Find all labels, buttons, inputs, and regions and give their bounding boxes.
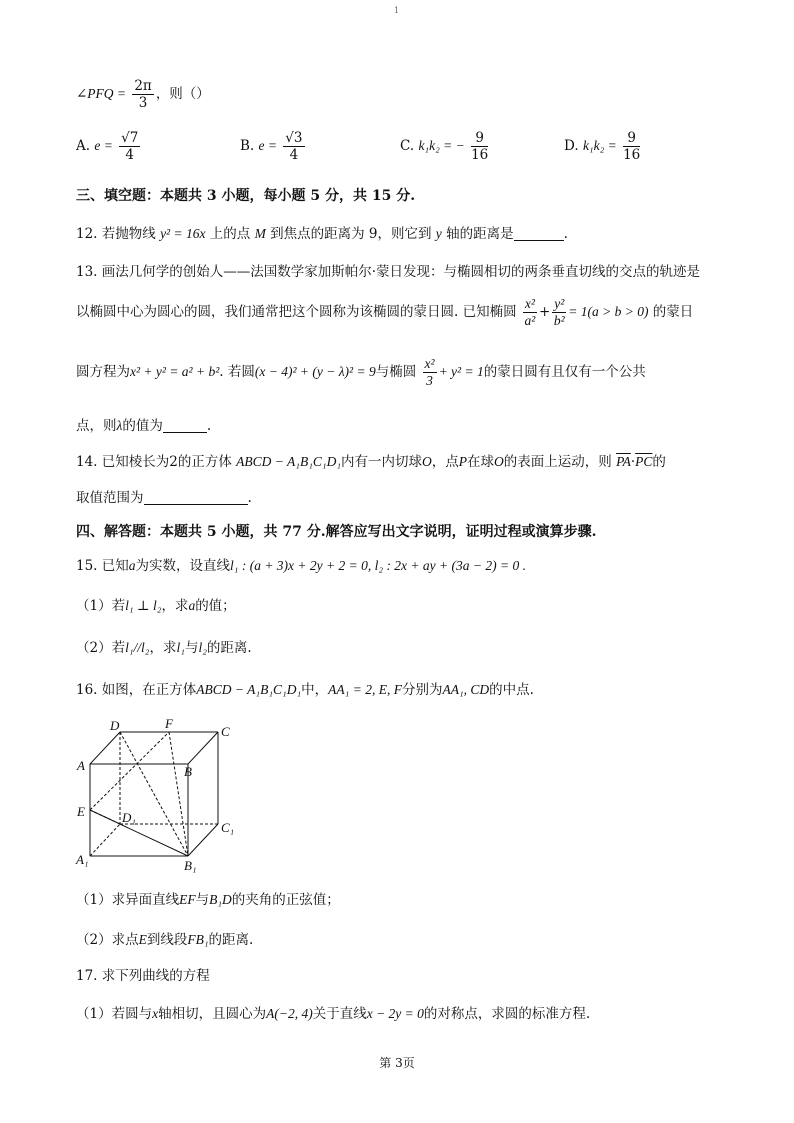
q15-part2: （2）若l₁//l₂，求l₁与l₂的距离. — [76, 640, 252, 656]
q12-answer-blank — [514, 226, 564, 241]
label-e: E — [77, 804, 85, 819]
page-footer: 第 3页 — [379, 1056, 415, 1070]
label-d1: D₁ — [122, 810, 136, 825]
q13-answer-blank — [163, 418, 207, 433]
option-b: B. e = $\frac{√3}{4}$ — [240, 130, 303, 163]
label-a1: A₁ — [76, 852, 89, 867]
edge-b1-c1 — [188, 824, 218, 856]
q15-part1: （1）若l₁ ⊥ l₂，求a的值； — [76, 598, 236, 614]
q16-part1: （1）求异面直线EF与B₁D的夹角的正弦值； — [76, 892, 340, 908]
q13-line4: 点，则λ的值为 . — [76, 418, 212, 434]
label-d: D — [110, 718, 120, 733]
header-mark: 1 — [394, 6, 400, 15]
q14-line2: 取值范围为 . — [76, 490, 252, 506]
edge-b-c — [188, 732, 218, 764]
label-a: A — [77, 758, 85, 773]
label-c1: C₁ — [221, 820, 235, 835]
option-d: D. k₁k₂ = $\frac{9}{16}$ — [564, 130, 641, 163]
label-b: B — [184, 764, 192, 779]
section3-title: 三、填空题：本题共 3 小题，每小题 5 分，共 15 分. — [76, 188, 416, 204]
label-b1: B₁ — [184, 858, 197, 873]
q13-line3: 圆方程为x² + y² = a² + b². 若圆(x − 4)² + (y − λ)² = 9与椭圆 $\frac{\text{x²}}{3}$ + y² = 1的蒙日圆有且仅有一个公共 — [76, 356, 646, 388]
q13-line1: 13. 画法几何学的创始人——法国数学家加斯帕尔·蒙日发现：与椭圆相切的两条垂直切线的交点的轨迹是 — [76, 264, 701, 280]
q16-stem: 16. 如图，在正方体ABCD − A₁B₁C₁D₁中，AA₁ = 2, E, F分别为AA₁, CD的中点. — [76, 682, 534, 698]
q13-line2: 以椭圆中心为圆心的圆，我们通常把这个圆称为该椭圆的蒙日圆. 已知椭圆 $\frac{\text{x²}}{\text{a²}}$ + $\frac{\text{y²}}{\text{b²}}$ = 1(a > b > 0) 的蒙日 — [76, 296, 694, 328]
q17-title: 17. 求下列曲线的方程 — [76, 968, 210, 984]
option-c: C. k₁k₂ = − $\frac{9}{16}$ — [400, 130, 489, 163]
q14-answer-blank — [144, 490, 248, 505]
q11-angle: ∠PFQ = — [76, 86, 127, 101]
q11-frac: $\frac{2\pi}{3}$ — [134, 78, 152, 111]
edge-a-d — [90, 732, 120, 764]
q16-part2: （2）求点E到线段FB₁的距离. — [76, 932, 254, 948]
q17-part1: （1）若圆与x轴相切，且圆心为A(−2, 4)关于直线x − 2y = 0的对称点，求圆的标准方程. — [76, 1006, 591, 1022]
option-a: A. e = $\frac{√7}{4}$ — [76, 130, 139, 163]
label-c: C — [221, 724, 230, 739]
label-f: F — [165, 716, 173, 731]
q11-tail — [76, 78, 210, 111]
q14-line1: 14. 已知棱长为2的正方体 ABCD − A₁B₁C₁D₁内有一内切球O，点P在球O的表面上运动，则 $\overline{PA}\cdot\overline{PC}$的 — [76, 454, 666, 470]
segment-e-f — [90, 732, 169, 810]
cube-figure — [70, 712, 250, 876]
edge-a1-d1 — [90, 824, 120, 856]
segment-f-b1 — [169, 732, 188, 856]
q11-then: ，则（） — [155, 86, 210, 102]
q15-stem: 15. 已知a为实数，设直线l₁ : (a + 3)x + 2y + 2 = 0, l₂ : 2x + ay + (3a − 2) = 0 . — [76, 558, 526, 574]
segment-d-b1 — [120, 732, 188, 856]
section4-title: 四、解答题：本题共 5 小题，共 77 分.解答应写出文字说明，证明过程或演算步骤. — [76, 524, 597, 540]
q12: 12. 若抛物线 y² = 16x 上的点 M 到焦点的距离为 9，则它到 y 轴的距离是 . — [76, 226, 568, 242]
